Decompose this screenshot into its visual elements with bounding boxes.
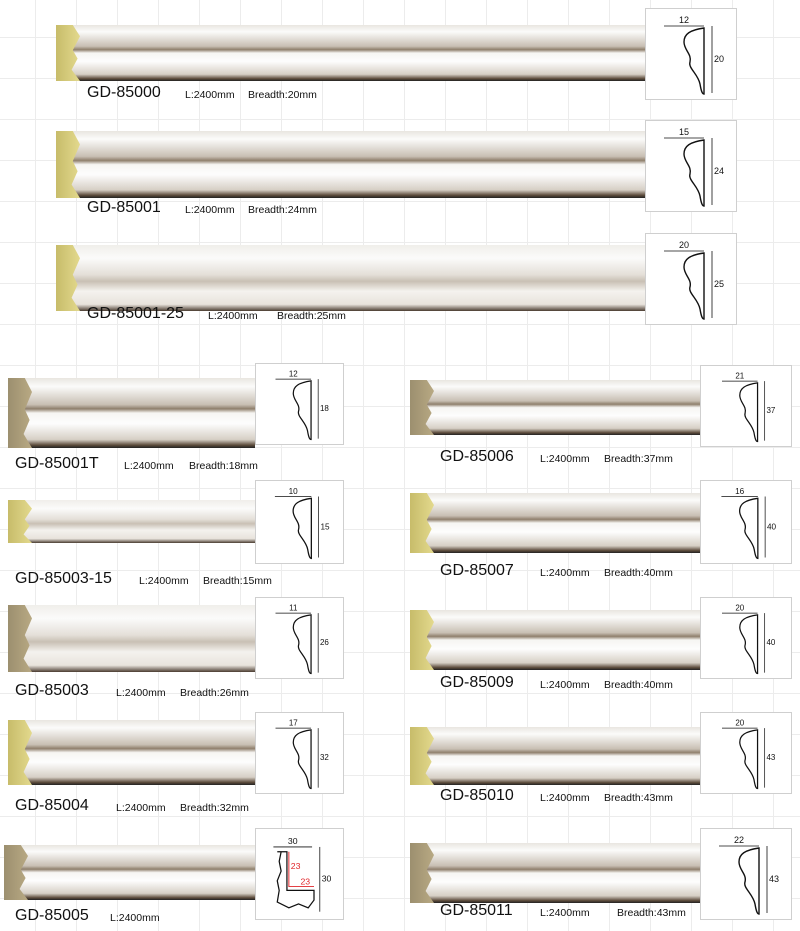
profile-drawing <box>256 713 343 793</box>
product-breadth: Breadth:18mm <box>189 460 258 472</box>
profile-drawing <box>646 9 736 99</box>
product-length: L:2400mm <box>540 907 590 919</box>
profile-drawing <box>701 481 791 563</box>
height-dimension: 26 <box>319 638 329 648</box>
moulding-photo <box>56 25 645 81</box>
profile-outline <box>739 848 759 914</box>
height-dimension: 25 <box>714 279 725 289</box>
product-length: L:2400mm <box>116 687 166 699</box>
moulding-end-cap <box>410 610 434 670</box>
product-length: L:2400mm <box>139 575 189 587</box>
height-dimension: 30 <box>321 873 332 884</box>
product-length: L:2400mm <box>540 792 590 804</box>
profile-outline <box>293 381 311 440</box>
product-code: GD-85011 <box>440 902 513 919</box>
moulding-photo <box>410 727 700 785</box>
profile-diagram <box>645 120 737 212</box>
product-code: GD-85005 <box>15 907 89 924</box>
profile-shape <box>740 383 758 442</box>
profile-diagram <box>255 712 344 794</box>
product-code: GD-85001T <box>15 455 99 472</box>
moulding-end-cap <box>56 131 80 198</box>
width-dimension: 20 <box>735 718 745 728</box>
profile-diagram <box>700 480 792 564</box>
width-dimension: 20 <box>678 240 690 250</box>
moulding-end-cap <box>8 378 32 448</box>
moulding-end-cap <box>410 843 434 903</box>
profile-shape <box>293 730 311 789</box>
product-code: GD-85000 <box>87 84 161 101</box>
product-code: GD-85004 <box>15 797 89 814</box>
profile-shape <box>684 140 704 206</box>
product-length: L:2400mm <box>208 310 258 322</box>
height-dimension: 32 <box>319 753 329 763</box>
profile-diagram <box>700 365 792 447</box>
width-dimension: 15 <box>678 127 690 137</box>
moulding-end-cap <box>8 720 32 785</box>
profile-drawing <box>256 481 343 563</box>
moulding-photo <box>4 845 255 900</box>
profile-diagram <box>255 828 344 920</box>
profile-outline <box>684 253 704 319</box>
product-breadth: Breadth:43mm <box>604 792 673 804</box>
product-length: L:2400mm <box>185 204 235 216</box>
profile-diagram <box>700 712 792 794</box>
height-dimension: 18 <box>319 404 329 414</box>
product-length: L:2400mm <box>540 679 590 691</box>
width-dimension: 16 <box>735 486 745 496</box>
width-dimension: 10 <box>288 486 298 496</box>
moulding-end-cap <box>56 25 80 81</box>
height-dimension: 40 <box>766 638 776 648</box>
profile-diagram <box>255 597 344 679</box>
profile-drawing <box>646 121 736 211</box>
profile-outline <box>684 140 704 206</box>
profile-shape <box>684 253 704 319</box>
product-length: L:2400mm <box>124 460 174 472</box>
profile-diagram <box>700 828 792 920</box>
product-length: L:2400mm <box>110 912 160 924</box>
height-dimension: 24 <box>714 166 725 176</box>
profile-shape <box>740 498 758 558</box>
moulding-photo <box>56 245 645 311</box>
width-dimension: 20 <box>735 603 745 613</box>
inner-dimension: 23 <box>300 876 311 887</box>
moulding-photo <box>56 131 645 198</box>
width-dimension: 12 <box>288 369 298 379</box>
profile-drawing <box>701 366 791 446</box>
moulding-photo <box>8 378 255 448</box>
product-code: GD-85001-25 <box>87 305 184 322</box>
product-breadth: Breadth:40mm <box>604 567 673 579</box>
profile-diagram <box>255 363 344 445</box>
profile-drawing <box>256 598 343 678</box>
width-dimension: 12 <box>678 15 690 25</box>
moulding-end-cap <box>4 845 28 900</box>
product-code: GD-85003 <box>15 682 89 699</box>
profile-outline <box>740 383 758 442</box>
profile-diagram <box>645 233 737 325</box>
moulding-photo <box>8 720 255 785</box>
product-breadth: Breadth:40mm <box>604 679 673 691</box>
profile-outline <box>293 615 311 674</box>
profile-drawing <box>646 234 736 324</box>
product-length: L:2400mm <box>116 802 166 814</box>
product-breadth: Breadth:25mm <box>277 310 346 322</box>
moulding-end-cap <box>8 500 32 543</box>
product-code: GD-85006 <box>440 448 514 465</box>
height-dimension: 37 <box>766 406 776 416</box>
inner-dimension: 23 <box>290 861 301 872</box>
profile-drawing <box>256 364 343 444</box>
moulding-photo <box>410 610 700 670</box>
profile-drawing <box>701 713 791 793</box>
profile-drawing <box>701 598 791 678</box>
moulding-end-cap <box>410 493 434 553</box>
product-code: GD-85003-15 <box>15 570 112 587</box>
width-dimension: 17 <box>288 718 298 728</box>
product-code: GD-85001 <box>87 199 161 216</box>
product-code: GD-85007 <box>440 562 514 579</box>
product-length: L:2400mm <box>540 453 590 465</box>
profile-diagram <box>700 597 792 679</box>
moulding-photo <box>8 605 255 672</box>
profile-shape <box>740 615 758 674</box>
profile-outline <box>740 730 758 789</box>
profile-shape <box>740 730 758 789</box>
height-dimension: 20 <box>714 54 725 64</box>
profile-outline <box>740 615 758 674</box>
moulding-end-cap <box>410 380 434 435</box>
product-length: L:2400mm <box>185 89 235 101</box>
product-breadth: Breadth:37mm <box>604 453 673 465</box>
product-breadth: Breadth:32mm <box>180 802 249 814</box>
width-dimension: 22 <box>733 835 745 845</box>
moulding-photo <box>410 843 700 903</box>
product-breadth: Breadth:26mm <box>180 687 249 699</box>
height-dimension: 40 <box>766 522 777 532</box>
profile-diagram <box>645 8 737 100</box>
product-breadth: Breadth:24mm <box>248 204 317 216</box>
moulding-photo <box>410 380 700 435</box>
product-breadth: Breadth:43mm <box>617 907 686 919</box>
profile-outline <box>293 730 311 789</box>
product-code: GD-85009 <box>440 674 514 691</box>
profile-drawing <box>256 829 343 919</box>
profile-shape <box>739 848 759 914</box>
profile-shape <box>293 381 311 440</box>
product-code: GD-85010 <box>440 787 514 804</box>
height-dimension: 43 <box>769 874 780 884</box>
profile-outline <box>293 498 311 558</box>
profile-outline <box>684 28 704 94</box>
width-dimension: 21 <box>735 371 745 381</box>
moulding-end-cap <box>410 727 434 785</box>
moulding-end-cap <box>8 605 32 672</box>
width-dimension: 11 <box>289 603 298 613</box>
moulding-end-cap <box>56 245 80 311</box>
moulding-photo <box>410 493 700 553</box>
height-dimension: 15 <box>320 522 330 532</box>
profile-diagram <box>255 480 344 564</box>
profile-drawing <box>701 829 791 919</box>
height-dimension: 43 <box>766 753 776 763</box>
profile-outline <box>740 498 758 558</box>
moulding-photo <box>8 500 255 543</box>
product-breadth: Breadth:20mm <box>248 89 317 101</box>
product-breadth: Breadth:15mm <box>203 575 272 587</box>
profile-shape <box>684 28 704 94</box>
profile-shape <box>293 498 311 558</box>
width-dimension: 30 <box>287 836 298 847</box>
product-length: L:2400mm <box>540 567 590 579</box>
profile-shape <box>293 615 311 674</box>
